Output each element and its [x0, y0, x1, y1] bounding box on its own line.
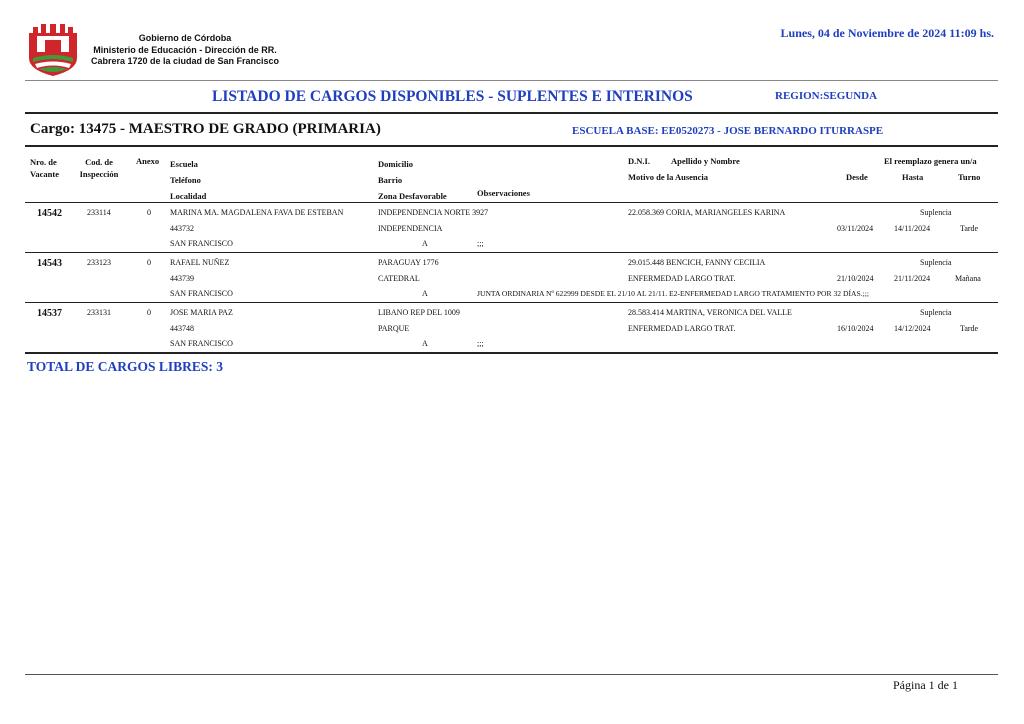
- row-observaciones: ;;;: [477, 339, 484, 348]
- row-turno: Mañana: [955, 274, 981, 283]
- row-localidad: SAN FRANCISCO: [170, 289, 233, 298]
- col-localidad: Localidad: [170, 191, 207, 201]
- col-turno: Turno: [958, 172, 981, 182]
- cargo-label: Cargo: 13475 - MAESTRO DE GRADO (PRIMARIA): [30, 121, 381, 137]
- table-row: [0, 205, 1024, 255]
- row-desde: 16/10/2024: [837, 324, 874, 333]
- col-cod-inspeccion-1: Cod. de: [85, 157, 113, 167]
- row-desde: 03/11/2024: [837, 224, 874, 233]
- page-title: LISTADO DE CARGOS DISPONIBLES - SUPLENTES E INTERINOS: [212, 88, 693, 105]
- ministry-name: Ministerio de Educación - Dirección de RR.: [93, 44, 277, 55]
- row-telefono: 443732: [170, 224, 194, 233]
- row-turno: Tarde: [960, 224, 979, 233]
- region-label: REGION:SEGUNDA: [775, 90, 878, 102]
- row-barrio: PARQUE: [378, 324, 410, 333]
- col-escuela: Escuela: [170, 159, 198, 169]
- row-domicilio: INDEPENDENCIA NORTE 3927: [378, 208, 489, 217]
- row-anexo: 0: [147, 208, 151, 217]
- cordoba-coat-of-arms-icon: [27, 24, 79, 78]
- row-desde: 21/10/2024: [837, 274, 874, 283]
- office-address: Cabrera 1720 de la ciudad de San Francisco: [90, 56, 280, 66]
- cargo-divider: [25, 145, 998, 147]
- row-nro-vacante: 14542: [37, 208, 62, 219]
- col-reemplazo: El reemplazo genera un/a: [884, 156, 977, 166]
- col-nro-vacante-1: Nro. de: [30, 157, 57, 167]
- page-number: Página 1 de 1: [893, 678, 958, 692]
- footer-divider: [25, 674, 998, 675]
- col-cod-inspeccion-2: Inspección: [79, 169, 119, 179]
- row-nro-vacante: 14537: [37, 308, 62, 319]
- table-row: [0, 255, 1024, 305]
- col-barrio: Barrio: [378, 175, 403, 185]
- row-divider: [25, 252, 998, 253]
- report-datetime: Lunes, 04 de Noviembre de 2024 11:09 hs.: [780, 26, 994, 40]
- row-escuela: RAFAEL NUÑEZ: [170, 258, 230, 267]
- col-observaciones: Observaciones: [477, 188, 530, 198]
- row-divider: [25, 302, 998, 303]
- table-row: [0, 305, 1024, 355]
- row-zona: A: [422, 339, 428, 348]
- total-cargos-libres: TOTAL DE CARGOS LIBRES: 3: [27, 359, 224, 374]
- col-dni: D.N.I.: [628, 156, 650, 166]
- col-motivo: Motivo de la Ausencia: [628, 172, 709, 182]
- row-motivo: ENFERMEDAD LARGO TRAT.: [628, 274, 736, 283]
- col-anexo: Anexo: [136, 156, 160, 166]
- row-telefono: 443739: [170, 274, 194, 283]
- row-escuela: JOSE MARIA PAZ: [170, 308, 233, 317]
- row-observaciones: JUNTA ORDINARIA Nº 622999 DESDE EL 21/10 AL 21/11. E2-ENFERMEDAD LARGO TRATAMIENTO POR 32 DÍAS.;;;: [477, 289, 869, 298]
- row-telefono: 443748: [170, 324, 194, 333]
- row-dni-nombre: 28.583.414 MARTINA, VERONICA DEL VALLE: [628, 308, 792, 317]
- row-motivo: ENFERMEDAD LARGO TRAT.: [628, 324, 736, 333]
- row-cod-inspeccion: 233131: [87, 308, 111, 317]
- row-barrio: CATEDRAL: [378, 274, 420, 283]
- row-cod-inspeccion: 233123: [87, 258, 111, 267]
- row-barrio: INDEPENDENCIA: [378, 224, 443, 233]
- row-dni-nombre: 22.058.369 CORIA, MARIANGELES KARINA: [628, 208, 786, 217]
- table-bottom-divider: [25, 352, 998, 354]
- row-domicilio: LIBANO REP DEL 1009: [378, 308, 460, 317]
- row-anexo: 0: [147, 308, 151, 317]
- header-row-divider: [25, 202, 998, 203]
- row-localidad: SAN FRANCISCO: [170, 239, 233, 248]
- row-tipo: Suplencia: [920, 258, 952, 267]
- row-zona: A: [422, 239, 428, 248]
- row-cod-inspeccion: 233114: [87, 208, 111, 217]
- row-turno: Tarde: [960, 324, 979, 333]
- row-observaciones: ;;;: [477, 239, 484, 248]
- col-nro-vacante-2: Vacante: [30, 169, 59, 179]
- col-telefono: Teléfono: [170, 175, 201, 185]
- row-tipo: Suplencia: [920, 208, 952, 217]
- col-hasta: Hasta: [902, 172, 924, 182]
- row-escuela: MARINA MA. MAGDALENA FAVA DE ESTEBAN: [170, 208, 344, 217]
- title-divider: [25, 112, 998, 114]
- escuela-base: ESCUELA BASE: EE0520273 - JOSE BERNARDO ITURRASPE: [572, 125, 884, 137]
- col-apellido-nombre: Apellido y Nombre: [671, 156, 740, 166]
- row-hasta: 21/11/2024: [894, 274, 931, 283]
- row-localidad: SAN FRANCISCO: [170, 339, 233, 348]
- header-divider: [25, 80, 998, 81]
- row-zona: A: [422, 289, 428, 298]
- row-anexo: 0: [147, 258, 151, 267]
- government-name: Gobierno de Córdoba: [138, 33, 232, 43]
- col-desde: Desde: [846, 172, 868, 182]
- col-domicilio: Domicilio: [378, 159, 413, 169]
- row-hasta: 14/11/2024: [894, 224, 931, 233]
- row-dni-nombre: 29.015.448 BENCICH, FANNY CECILIA: [628, 258, 766, 267]
- row-domicilio: PARAGUAY 1776: [378, 258, 439, 267]
- row-nro-vacante: 14543: [37, 258, 62, 269]
- col-zona: Zona Desfavorable: [378, 191, 447, 201]
- row-hasta: 14/12/2024: [894, 324, 931, 333]
- row-tipo: Suplencia: [920, 308, 952, 317]
